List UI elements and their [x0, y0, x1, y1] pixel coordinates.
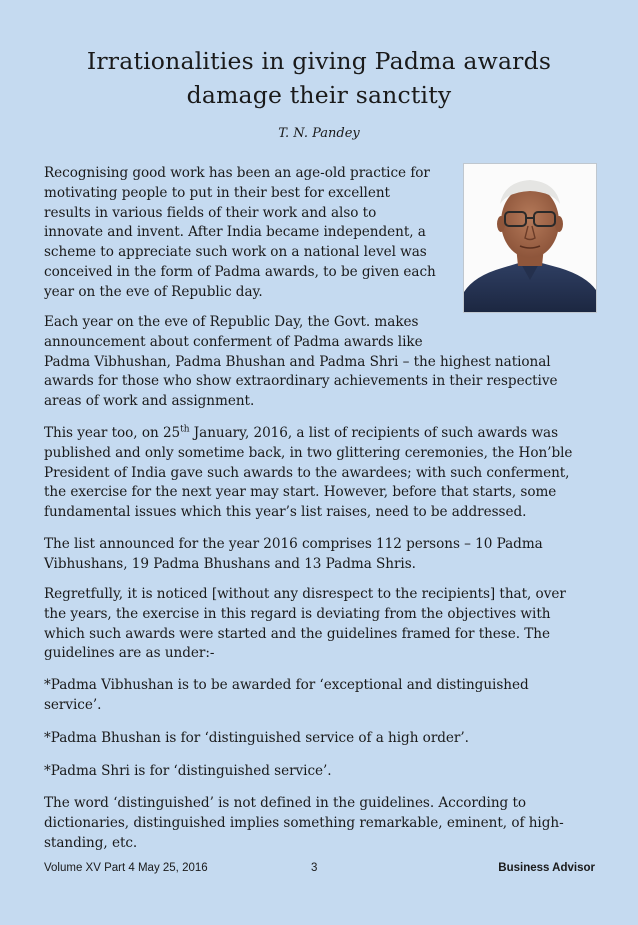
text-line: *Padma Shri is for ‘distinguished service’.	[44, 763, 332, 779]
text-line: *Padma Bhushan is for ‘distinguished service of a high order’.	[44, 730, 469, 746]
text-line: which such awards were started and the guidelines framed for these. The	[44, 625, 550, 642]
title-line-1: Irrationalities in giving Padma awards	[86, 47, 552, 75]
text-line: Vibhushans, 19 Padma Bhushans and 13 Padma Shris.	[44, 555, 416, 572]
text-line: service’.	[44, 696, 102, 713]
text-line: the years, the exercise in this regard is deviating from the objectives with	[44, 605, 551, 622]
guideline-padma-shri	[44, 762, 614, 782]
text-line	[44, 425, 558, 441]
text-line: areas of work and assignment.	[44, 393, 255, 410]
text-line: announcement about conferment of Padma awards like	[44, 333, 423, 350]
author-portrait-image	[464, 164, 596, 312]
text-line: conceived in the form of Padma awards, to be given each	[44, 263, 436, 280]
text-line: guidelines are as under:-	[44, 645, 215, 662]
date-text: This year too, on 25	[44, 425, 181, 441]
paragraph-intro	[44, 164, 454, 303]
text-line: standing, etc.	[44, 834, 138, 851]
text-line: results in various fields of their work and also to	[44, 204, 377, 221]
text-line: Padma Vibhushan, Padma Bhushan and Padma Shri – the highest national	[44, 353, 551, 370]
text-line: President of India gave such awards to the awardees; with such conferment,	[44, 464, 570, 481]
footer-volume: Volume XV Part 4 May 25, 2016	[44, 862, 208, 874]
text-line: fundamental issues which this year’s list raises, need to be addressed.	[44, 504, 527, 521]
paragraph-distinguished	[44, 794, 614, 853]
paragraph-list-2016	[44, 535, 614, 575]
ordinal-suffix: th	[180, 424, 190, 435]
text-line: motivating people to put in their best for excellent	[44, 184, 390, 201]
paragraph-this-year	[44, 424, 614, 523]
text-line: Each year on the eve of Republic Day, the Govt. makes	[44, 314, 419, 330]
footer-publication: Business Advisor	[498, 862, 595, 874]
author-byline: T. N. Pandey	[278, 126, 360, 141]
text-line: The word ‘distinguished’ is not defined in the guidelines. According to	[44, 795, 527, 811]
paragraph-regretfully	[44, 585, 614, 664]
article-title	[30, 44, 608, 112]
guideline-padma-vibhushan	[44, 676, 614, 716]
text-line: scheme to appreciate such work on a national level was	[44, 244, 427, 261]
text-line: dictionaries, distinguished implies something remarkable, eminent, of high-	[44, 814, 564, 831]
paragraph-republic-day	[44, 313, 614, 412]
date-text-rest: January, 2016, a list of recipients of such awards was	[189, 425, 559, 441]
text-line: *Padma Vibhushan is to be awarded for ‘exceptional and distinguished	[44, 677, 529, 693]
guideline-padma-bhushan	[44, 729, 614, 749]
text-line: The list announced for the year 2016 comprises 112 persons – 10 Padma	[44, 536, 543, 552]
text-line: awards for those who show extraordinary achievements in their respective	[44, 373, 558, 390]
text-line: innovate and invent. After India became independent, a	[44, 224, 426, 241]
text-line: the exercise for the next year may start. However, before that starts, some	[44, 484, 557, 501]
footer-page-number: 3	[311, 862, 318, 874]
text-line: year on the eve of Republic day.	[44, 283, 263, 300]
text-line: Recognising good work has been an age-old practice for	[44, 165, 430, 181]
text-line: Regretfully, it is noticed [without any disrespect to the recipients] that, over	[44, 586, 566, 602]
text-line: published and only sometime back, in two glittering ceremonies, the Hon’ble	[44, 444, 573, 461]
author-photo	[463, 163, 597, 313]
title-line-2: damage their sanctity	[186, 81, 452, 109]
